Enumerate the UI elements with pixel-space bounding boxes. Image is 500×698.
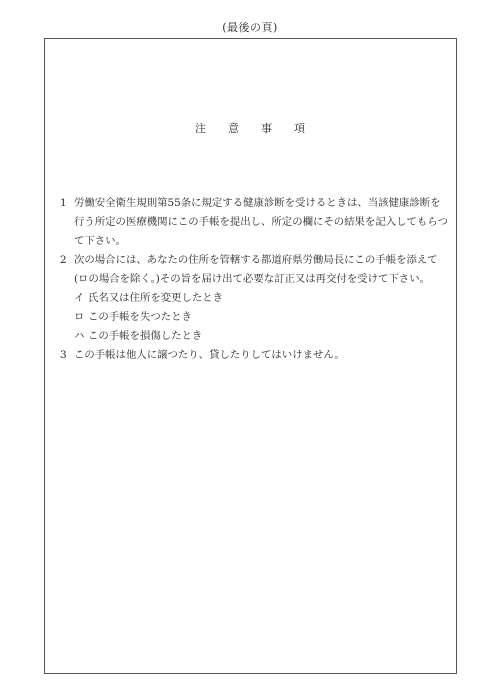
- item-text: この手帳は他人に譲つたり、貸したりしてはいけません。: [74, 349, 345, 361]
- item-number: 1: [60, 197, 67, 209]
- notice-item-2: [60, 251, 450, 289]
- notice-item-3: [60, 346, 450, 365]
- item-text: 労働安全衛生規則第55条に規定する健康診断を受けるときは、当該健康診断を行う所定の医療機関にこの手帳を提出し、所定の欄にその結果を記入してもらつて下さい。: [74, 197, 448, 247]
- item-number: 3: [60, 349, 67, 361]
- page-label: (最後の頁): [222, 21, 278, 34]
- notice-title: 注意事項: [195, 122, 327, 135]
- subitem-text: 氏名又は住所を変更したとき: [88, 292, 224, 304]
- subitem-text: この手帳を失つたとき: [88, 311, 192, 323]
- item-number: 2: [60, 254, 67, 266]
- subitem-label: ハ: [74, 330, 85, 342]
- item-text: 次の場合には、あなたの住所を管轄する都道府県労働局長にこの手帳を添えて(ロの場合を除く。)その旨を届け出て必要な訂正又は再交付を受けて下さい。: [74, 254, 438, 285]
- notice-subitem-i: [60, 289, 450, 308]
- subitem-text: この手帳を損傷したとき: [88, 330, 203, 342]
- notice-subitem-ro: [60, 308, 450, 327]
- notice-item-1: [60, 194, 450, 251]
- subitem-label: ロ: [74, 311, 85, 323]
- notice-subitem-ha: [60, 327, 450, 346]
- notice-body: [60, 194, 450, 365]
- subitem-label: イ: [74, 292, 85, 304]
